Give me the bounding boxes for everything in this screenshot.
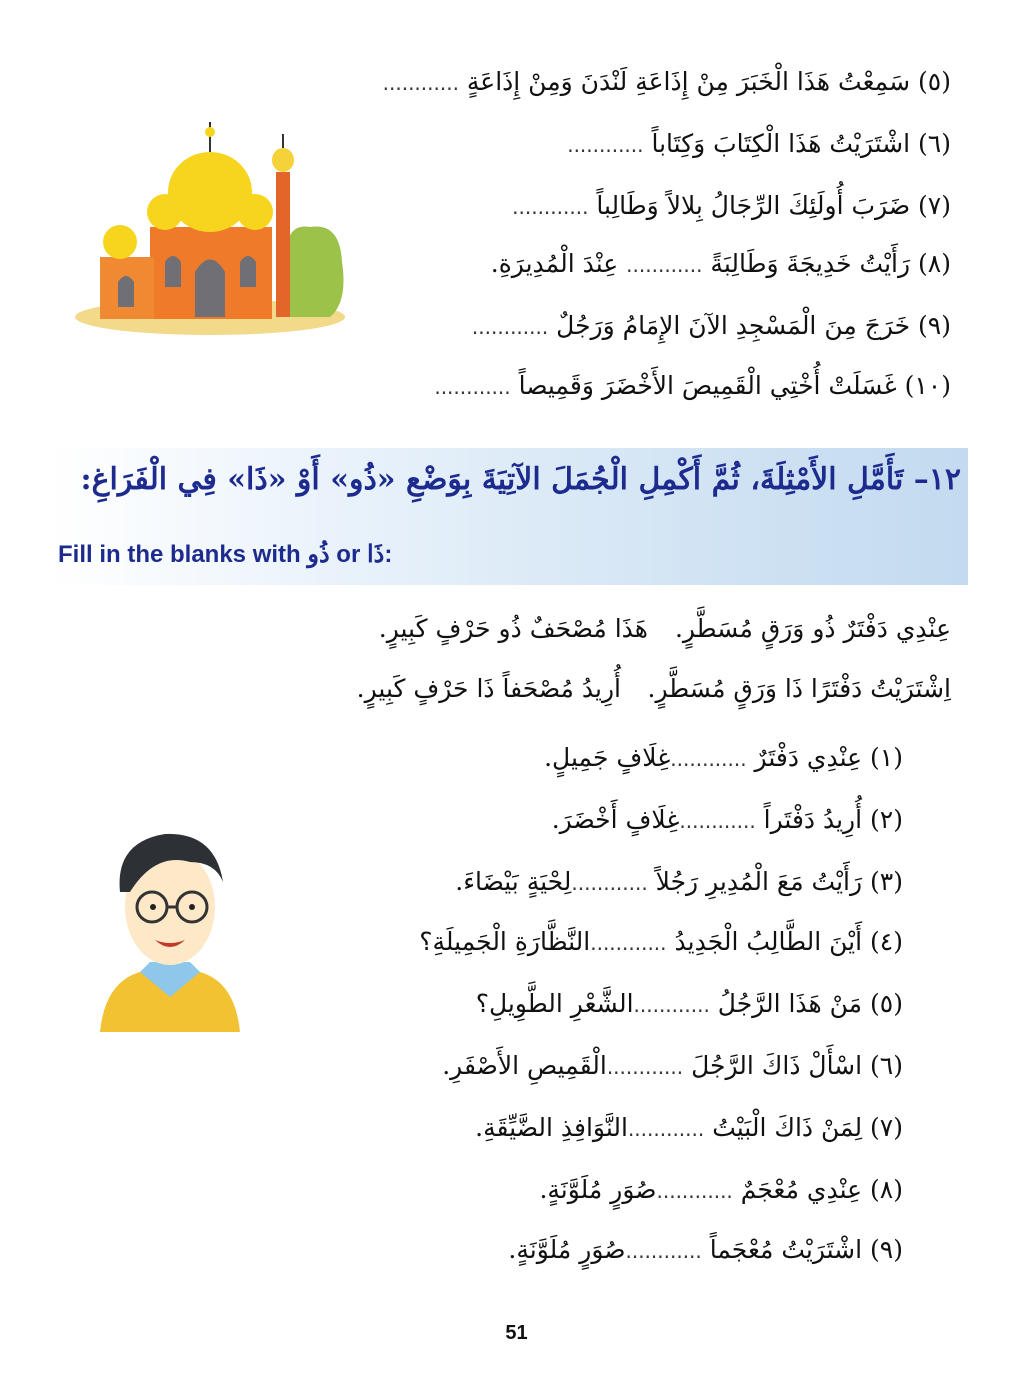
ex11-item-6 — [567, 124, 951, 165]
item-text: اسْأَلْ ذَاكَ الرَّجُلَ — [691, 1051, 863, 1080]
blank-field[interactable]: ............ — [382, 71, 459, 95]
blank-field[interactable]: ............ — [627, 1117, 705, 1141]
item-number: (٥) — [870, 989, 903, 1018]
item-number: (٨) — [870, 1175, 903, 1204]
item-text: اشْتَرَيْتُ مُعْجَماً — [709, 1235, 863, 1264]
item-number: (٦) — [870, 1051, 903, 1080]
item-number: (٢) — [870, 805, 903, 834]
item-text: عِنْدِي مُعْجَمٌ — [740, 1175, 863, 1204]
blank-field[interactable]: ............ — [571, 871, 648, 895]
item-text: سَمِعْتُ هَذَا الْخَبَرَ مِنْ إِذَاعَةِ لَنْدَنَ وَمِنْ إِذَاعَةٍ — [466, 67, 911, 96]
ex12-item-8 — [539, 1170, 903, 1211]
blank-field[interactable]: ............ — [656, 1179, 733, 1203]
ex12-item-9 — [508, 1230, 903, 1271]
item-text: خَرَجَ مِنَ الْمَسْجِدِ الآنَ الإِمَامُ وَرَجُلٌ — [556, 311, 911, 340]
blank-field[interactable]: ............ — [625, 1239, 702, 1263]
example-1-left: هَذَا مُصْحَفٌ ذُو حَرْفٍ كَبِيرٍ. — [378, 614, 648, 643]
item-number: (١) — [870, 743, 903, 772]
example-2-right: اِشْتَرَيْتُ دَفْتَرًا ذَا وَرَقٍ مُسَطَّرٍ. — [647, 674, 951, 703]
item-text: رَأَيْتُ خَدِيجَةَ وَطَالِبَةً — [710, 249, 911, 278]
item-text: غَسَلَتْ أُخْتِي الْقَمِيصَ الأَخْضَرَ وَقَمِيصاً — [518, 371, 897, 400]
ex11-item-10 — [434, 366, 951, 407]
item-text-after: النَّظَّارَةِ الْجَمِيلَةِ؟ — [419, 927, 591, 956]
item-number: (٩) — [918, 311, 951, 340]
item-number: (٨) — [918, 249, 951, 278]
ex12-item-6 — [442, 1046, 903, 1087]
item-text: مَنْ هَذَا الرَّجُلُ — [717, 989, 863, 1018]
example-2-left: أُرِيدُ مُصْحَفاً ذَا حَرْفٍ كَبِيرٍ. — [356, 674, 621, 703]
ex11-item-8 — [491, 244, 951, 285]
item-number: (٦) — [918, 129, 951, 158]
item-text: عِنْدِي دَفْتَرٌ — [754, 743, 863, 772]
item-number: (٥) — [918, 67, 951, 96]
item-text: اشْتَرَيْتُ هَذَا الْكِتَابَ وَكِتَاباً — [651, 129, 911, 158]
example-1-right: عِنْدِي دَفْتَرٌ ذُو وَرَقٍ مُسَطَّرٍ. — [674, 614, 951, 643]
item-text-after: صُوَرٍ مُلَوَّنَةٍ. — [508, 1235, 626, 1264]
item-text-after: عِنْدَ الْمُدِيرَةِ. — [490, 249, 619, 278]
ex11-item-9 — [472, 306, 951, 347]
blank-field[interactable]: ............ — [633, 993, 710, 1017]
item-text: رَأَيْتُ مَعَ الْمُدِيرِ رَجُلاً — [655, 867, 863, 896]
item-text-after: غِلَافٍ أَخْضَرَ. — [551, 805, 680, 834]
blank-field[interactable]: ............ — [434, 375, 511, 399]
blank-field[interactable]: ............ — [626, 253, 703, 277]
page-number: 51 — [505, 1322, 528, 1344]
ex11-item-5 — [383, 62, 951, 103]
item-number: (١٠) — [904, 371, 951, 400]
item-text-after: لِحْيَةٍ بَيْضَاءَ. — [455, 867, 572, 896]
item-text-after: الْقَمِيصِ الأَصْفَرِ. — [442, 1051, 607, 1080]
item-text-after: غِلَافٍ جَمِيلٍ. — [544, 743, 671, 772]
blank-field[interactable]: ............ — [512, 195, 589, 219]
ex12-item-2 — [552, 800, 903, 841]
exercise-12-title-en: Fill in the blanks with ذُو or ذَا: — [58, 541, 393, 568]
item-text: ضَرَبَ أُولَئِكَ الرِّجَالُ بِلالاً وَطَالِباً — [596, 191, 911, 220]
blank-field[interactable]: ............ — [471, 315, 549, 339]
item-number: (٩) — [870, 1235, 903, 1264]
blank-field[interactable]: ............ — [679, 809, 756, 833]
item-text-after: الشَّعْرِ الطَّوِيلِ؟ — [475, 989, 634, 1018]
ex12-item-3 — [455, 862, 903, 903]
ex12-item-4 — [419, 922, 903, 963]
ex12-item-1 — [544, 738, 903, 779]
item-number: (٤) — [870, 927, 903, 956]
blank-field[interactable]: ............ — [670, 747, 747, 771]
item-text: أُرِيدُ دَفْتَراً — [763, 805, 863, 834]
item-text: لِمَنْ ذَاكَ الْبَيْتُ — [712, 1113, 863, 1142]
item-number: (٣) — [870, 867, 903, 896]
boy-illustration — [95, 822, 245, 1034]
blank-field[interactable]: ............ — [567, 133, 644, 157]
item-number: (٧) — [918, 191, 951, 220]
item-number: (٧) — [870, 1113, 903, 1142]
ex11-item-7 — [512, 186, 951, 227]
item-text-after: النَّوَافِذِ الضَّيِّقَةِ. — [475, 1113, 628, 1142]
ex12-item-5 — [476, 984, 903, 1025]
mosque-illustration — [70, 112, 350, 340]
blank-field[interactable]: ............ — [590, 931, 667, 955]
ex12-item-7 — [475, 1108, 903, 1149]
exercise-12-title-ar: ١٢– تَأَمَّلِ الأَمْثِلَةَ، ثُمَّ أَكْمِلِ الْجُمَلَ الآتِيَةَ بِوَضْعِ «ذُو» أَوْ «ذَا» فِي الْفَرَاغِ: — [80, 462, 961, 497]
item-text-after: صُوَرٍ مُلَوَّنَةٍ. — [539, 1175, 657, 1204]
item-text: أَيْنَ الطَّالِبُ الْجَدِيدُ — [674, 927, 863, 956]
blank-field[interactable]: ............ — [606, 1055, 684, 1079]
